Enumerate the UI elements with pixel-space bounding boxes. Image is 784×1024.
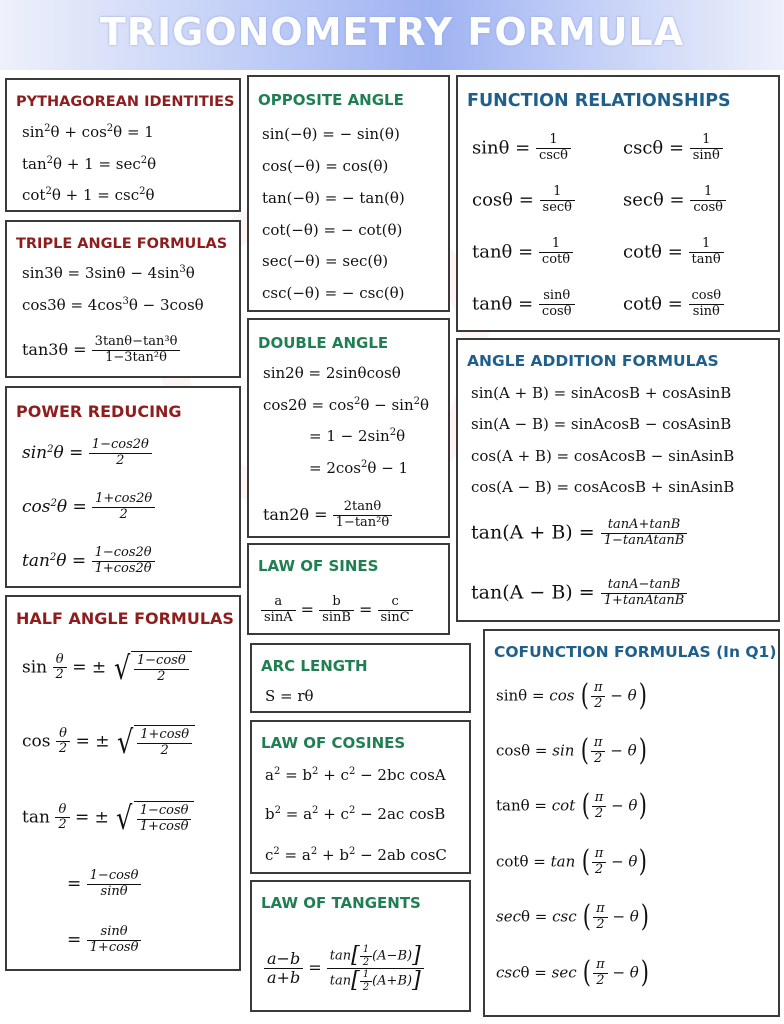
formula: secθ = $\frac{1}{\cos\theta}$ — [623, 185, 726, 216]
formula: csc(−θ) = − csc(θ) — [262, 284, 405, 302]
function-relationships-box — [456, 75, 780, 332]
formula: secθ = csc ( $\frac{\pi}{2}$ − θ) — [496, 899, 649, 935]
formula: cos(A + B) = cosAcosB − sinAsinB — [471, 447, 735, 465]
formula: = $1 - 2\sin^2\theta$ — [309, 427, 406, 445]
formula: $\cos 3\theta = 4\cos^3\theta - 3\cos\theta$ — [22, 296, 204, 314]
pythagorean-title: PYTHAGOREAN IDENTITIES — [16, 94, 235, 110]
double-angle-title: DOUBLE ANGLE — [258, 334, 389, 352]
cofunction-title: COFUNCTION FORMULAS (In Q1) — [494, 643, 777, 661]
power-reducing-title: POWER REDUCING — [16, 402, 182, 421]
formula: $\tan^2\theta + 1 = \sec^2\theta$ — [22, 155, 157, 173]
formula: sin(−θ) = − sin(θ) — [262, 125, 400, 143]
formula: tanθ = $\frac{1}{\cot\theta}$ — [472, 237, 573, 268]
formula: tan3θ = $\frac{\text{3tanθ−tan³θ}}{\text{1−3tan²θ}}$ — [22, 335, 180, 366]
formula: $b^2 = a^2 + c^2 - 2ac$ cosB — [265, 805, 446, 823]
title-banner — [0, 0, 784, 70]
formula: cotθ = $\frac{1}{\tan\theta}$ — [623, 237, 724, 268]
pythagorean-identities-box — [5, 78, 241, 212]
law-of-cosines-title: LAW OF COSINES — [261, 734, 406, 752]
formula: tanθ = $\frac{\sin\theta}{\cos\theta}$ — [472, 289, 575, 320]
formula: $\sin 3\theta = 3\sin\theta - 4\sin^3\theta$ — [22, 264, 195, 282]
formula: sinθ = cos ( $\frac{\pi}{2}$ − θ) — [496, 678, 647, 714]
formula: cos(A − B) = cosAcosB + sinAsinB — [471, 478, 735, 496]
page-title: TRIGONOMETRY FORMULA — [99, 10, 685, 54]
half-angle-title: HALF ANGLE FORMULAS — [16, 609, 234, 628]
formula: S = rθ — [265, 687, 314, 705]
law-of-sines-title: LAW OF SINES — [258, 557, 379, 575]
formula: = $\frac{\sin\theta}{1+\cos\theta}$ — [67, 925, 141, 956]
formula: cosθ = sin ( $\frac{\pi}{2}$ − θ) — [496, 733, 647, 769]
function-relationships-title: FUNCTION RELATIONSHIPS — [467, 91, 731, 111]
formula: tanθ = cot ( $\frac{\pi}{2}$ − θ) — [496, 788, 648, 824]
half-angle-box — [5, 595, 241, 971]
law-of-tangents-box — [250, 880, 471, 1012]
formula: cscθ = $\frac{1}{\sin\theta}$ — [623, 133, 723, 164]
formula: cos(−θ) = cos(θ) — [262, 157, 389, 175]
formula: $\cot^2\theta + 1 = \csc^2\theta$ — [22, 186, 155, 204]
formula: tan2θ = $\frac{2\tan\theta}{\text{1−tan²θ}}$ — [263, 500, 392, 531]
arc-length-title: ARC LENGTH — [261, 657, 368, 675]
formula: sinθ = 1 cscθ — [472, 133, 571, 164]
formula: cscθ = sec ( $\frac{\pi}{2}$ − θ) — [496, 955, 649, 991]
formula: $\sin^2\theta$ = $\frac{1-\cos 2\theta}{2}$ — [22, 438, 152, 469]
triple-angle-box — [5, 220, 241, 378]
law-of-cosines-box — [250, 720, 471, 874]
formula: $\frac{a-b}{a+b}$ = tan[ $\frac{1}{2}$ (A−B)] tan[ $\frac{1}{2}$ (A+B)] — [264, 944, 424, 993]
law-of-tangents-title: LAW OF TANGENTS — [261, 894, 421, 912]
formula: tan(A − B) = $\frac{\tan A-\tan B}{\text{1+tanAtanB}}$ — [471, 578, 687, 609]
arc-length-box — [250, 643, 471, 713]
formula: sin(A − B) = sinAcosB − cosAsinB — [471, 415, 732, 433]
formula: $\cos^2\theta$ = $\frac{1+\cos 2\theta}{2}$ — [22, 492, 155, 523]
power-reducing-box — [5, 386, 241, 588]
formula: = $\frac{1-\cos\theta}{\sin\theta}$ — [67, 869, 141, 900]
formula: $\tan^2\theta$ = $\frac{1-\cos 2\theta}{1+\cos 2\theta}$ — [22, 546, 155, 577]
formula: $\sin^2\theta + \cos^2\theta = 1$ — [22, 123, 154, 141]
cofunction-box — [483, 629, 780, 1017]
double-angle-box — [247, 318, 450, 538]
formula: sin $\frac{\theta}{2}$ = ± √ $\frac{1-\cos\theta}{2}$ — [22, 651, 192, 685]
formula: tan $\frac{\theta}{2}$ = ± √ $\frac{1-\cos\theta}{1+\cos\theta}$ — [22, 801, 194, 835]
formula: sin2θ = 2sinθcosθ — [263, 364, 401, 382]
formula: $c^2 = a^2 + b^2 - 2ab$ cosC — [265, 846, 447, 864]
formula: tan(−θ) = − tan(θ) — [262, 189, 405, 207]
formula: tan(A + B) = $\frac{\tan A+\tan B}{\text{1−tanAtanB}}$ — [471, 518, 687, 549]
opposite-angle-title: OPPOSITE ANGLE — [258, 91, 404, 109]
formula: sec(−θ) = sec(θ) — [262, 252, 389, 270]
law-of-sines-box — [247, 543, 450, 635]
triple-angle-title: TRIPLE ANGLE FORMULAS — [16, 236, 228, 252]
formula: cotθ = tan ( $\frac{\pi}{2}$ − θ) — [496, 844, 648, 880]
formula: cot(−θ) = − cot(θ) — [262, 221, 403, 239]
angle-addition-title: ANGLE ADDITION FORMULAS — [467, 352, 719, 370]
formula: cotθ = $\frac{\cos\theta}{\sin\theta}$ — [623, 289, 724, 320]
formula: = $2\cos^2\theta - 1$ — [309, 459, 409, 477]
angle-addition-box — [456, 338, 780, 622]
opposite-angle-box — [247, 75, 450, 312]
formula: $\cos 2\theta = \cos^2\theta - \sin^2\theta$ — [263, 396, 430, 414]
formula: sin(A + B) = sinAcosB + cosAsinB — [471, 384, 732, 402]
formula: cos $\frac{\theta}{2}$ = ± √ $\frac{1+\cos\theta}{2}$ — [22, 725, 195, 759]
formula: $\frac{a}{\sin A}$ = $\frac{b}{\sin B}$ = $\frac{c}{\sin C}$ — [261, 595, 413, 626]
formula: $a^2 = b^2 + c^2 - 2bc$ cosA — [265, 766, 446, 784]
formula: cosθ = 1 secθ — [472, 185, 575, 216]
